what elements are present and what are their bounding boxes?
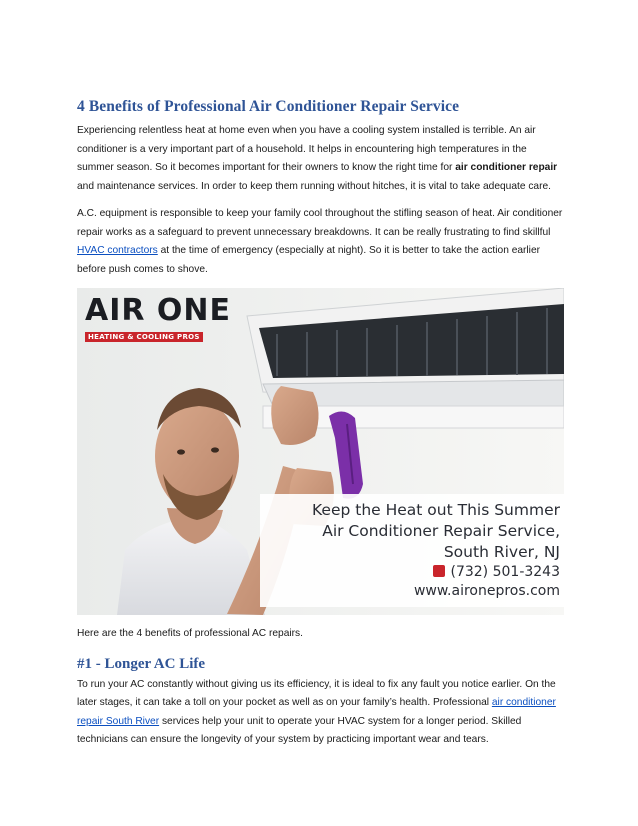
- promo-line-3: South River, NJ: [443, 543, 560, 561]
- article-title: 4 Benefits of Professional Air Conditioner Repair Service: [77, 98, 460, 115]
- para2-text-2: at the time of emergency (especially at night). So it is better to take the action earlier before push comes to shove.: [77, 245, 541, 275]
- para2-text-1: A.C. equipment is responsible to keep your family cool throughout the stifling season of heat. Air conditioner repair works as a safeguard to prevent unnecessary breakdowns. It can be really frustrating to find skillful: [77, 208, 563, 238]
- promo-caption: [260, 494, 564, 607]
- promo-line-2: Air Conditioner Repair Service,: [322, 522, 560, 540]
- benefits-intro: Here are the 4 benefits of professional AC repairs.: [77, 628, 303, 639]
- second-paragraph: [77, 205, 564, 279]
- section1-text-1: To run your AC constantly without giving us its efficiency, it is ideal to fix any fault you notice earlier. On the later stages, it can take a toll on your pocket as well as on your family’s health. Professional: [77, 678, 556, 708]
- intro-text-1: Experiencing relentless heat at home even when you have a cooling system installed is terrible. An air conditioner is a very important part of a household. It helps in encountering high temperatures in the summer season. So it becomes important for their owners to know the right time for: [77, 125, 536, 173]
- promo-image: [77, 288, 564, 615]
- phone-number: (732) 501-3243: [450, 564, 560, 580]
- hvac-contractors-link[interactable]: HVAC contractors: [77, 245, 158, 256]
- section-1-heading: #1 - Longer AC Life: [77, 655, 206, 672]
- section-1-paragraph: [77, 676, 564, 750]
- promo-line-1: Keep the Heat out This Summer: [312, 501, 560, 519]
- phone-icon: [433, 565, 445, 577]
- logo-wordmark: AIR ONE: [85, 293, 232, 328]
- promo-website: www.aironepros.com: [413, 583, 560, 599]
- article: [77, 98, 564, 759]
- intro-paragraph: [77, 122, 564, 196]
- brand-logo: [85, 293, 232, 344]
- promo-phone: [260, 563, 560, 582]
- intro-text-2: and maintenance services. In order to keep them running without hitches, it is vital to take adequate care.: [77, 180, 551, 192]
- ac-repair-south-river-link[interactable]: air conditioner repair South River: [77, 697, 556, 727]
- section1-text-2: services help your unit to operate your HVAC system for a longer period. Skilled technicians can ensure the longevity of your system by practicing important wear and tears.: [77, 715, 522, 745]
- logo-tagline: HEATING & COOLING PROS: [85, 332, 203, 342]
- intro-bold-keyword: air conditioner repair: [455, 162, 558, 173]
